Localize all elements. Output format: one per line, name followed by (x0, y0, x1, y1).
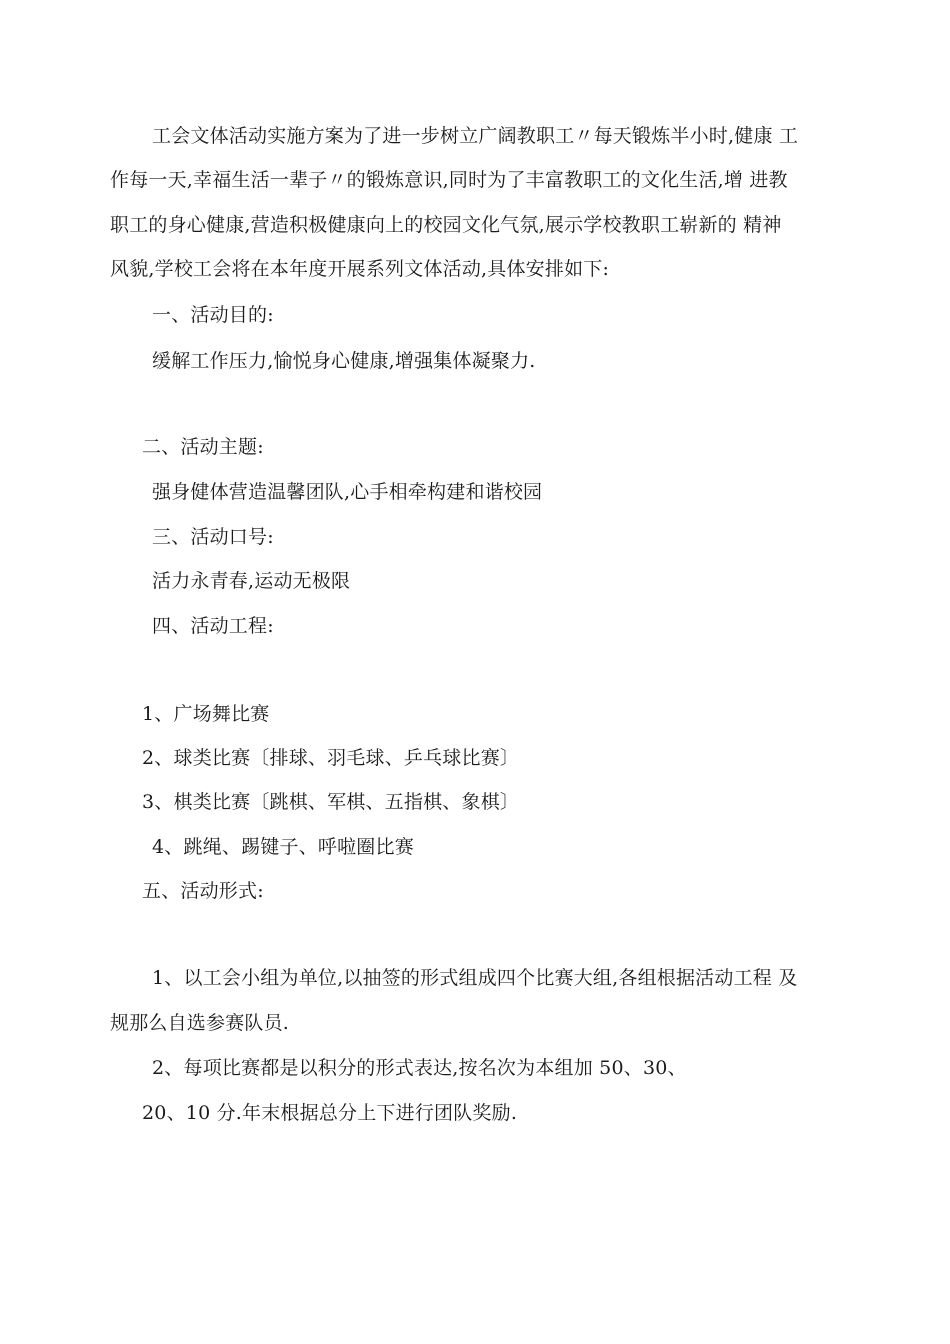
section-4-heading: 四、活动工程: (152, 615, 274, 637)
intro-line-2: 作每一天,幸福生活一辈子〃的锻炼意识,同时为了丰富教职工的文化生活,增 进教 (110, 169, 788, 191)
section-5-item-2-line-2: 20、10 分.年末根据总分上下进行团队奖励. (142, 1102, 518, 1124)
section-4-item-1: 1、广场舞比赛 (142, 703, 270, 725)
section-5-heading: 五、活动形式: (142, 880, 264, 902)
section-1-text: 缓解工作压力,愉悦身心健康,增强集体凝聚力. (152, 350, 536, 372)
section-4-item-4: 4、跳绳、踢键子、呼啦圈比赛 (152, 836, 414, 858)
intro-line-1: 工会文体活动实施方案为了进一步树立广阔教职工〃每天锻炼半小时,健康 工 (152, 125, 799, 147)
intro-line-4: 风貌,学校工会将在本年度开展系列文体活动,具体安排如下: (110, 258, 610, 280)
section-4-item-2: 2、球类比赛〔排球、羽毛球、乒乓球比赛〕 (142, 747, 520, 769)
section-1-heading: 一、活动目的: (152, 304, 274, 326)
section-2-heading: 二、活动主题: (142, 436, 264, 458)
section-5-item-1-line-1: 1、以工会小组为单位,以抽签的形式组成四个比赛大组,各组根据活动工程 及 (152, 967, 798, 989)
section-2-text: 强身健体营造温馨团队,心手相牵构建和谐校园 (152, 481, 543, 503)
intro-line-3: 职工的身心健康,营造积极健康向上的校园文化气氛,展示学校教职工崭新的 精神 (110, 214, 782, 236)
section-3-heading: 三、活动口号: (152, 526, 274, 548)
section-4-item-3: 3、棋类比赛〔跳棋、军棋、五指棋、象棋〕 (142, 791, 520, 813)
section-5-item-1-line-2: 规那么自选参赛队员. (110, 1012, 290, 1034)
section-5-item-2-line-1: 2、每项比赛都是以积分的形式表达,按名次为本组加 50、30、 (152, 1057, 687, 1079)
section-3-text: 活力永青春,运动无极限 (152, 570, 351, 592)
